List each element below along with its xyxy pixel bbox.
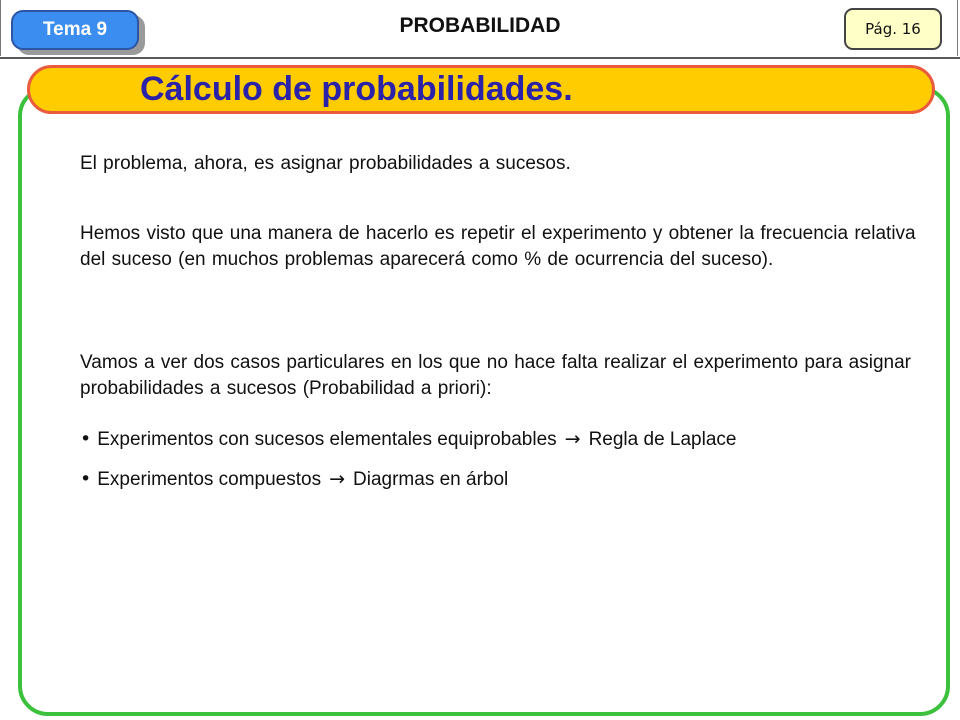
tema-label: Tema 9: [42, 19, 108, 40]
bullet-item-compound: [80, 466, 508, 493]
bullet-text: Experimentos compuestos: [97, 469, 322, 490]
bullet-dot-icon: •: [80, 428, 92, 450]
paragraph-priori: Vamos a ver dos casos particulares en los que no hace falta realizar el experimento para asignar probabilidades a sucesos (Probabilidad a priori):: [80, 352, 911, 399]
right-arrow-icon: →: [329, 468, 346, 490]
bullet-target: Regla de Laplace: [588, 429, 737, 450]
paragraph-frequency: Hemos visto que una manera de hacerlo es repetir el experimento y obtener la frecuencia relativa del suceso (en muchos problemas aparecerá como % de ocurrencia del suceso).: [80, 223, 916, 270]
bullet-target: Diagrmas en árbol: [353, 469, 509, 490]
subject-title: PROBABILIDAD: [399, 14, 561, 37]
paragraph-intro: El problema, ahora, es asignar probabilidades a sucesos.: [80, 153, 571, 174]
page-number-badge: [844, 8, 942, 50]
slide-title: Cálculo de probabilidades.: [140, 70, 573, 108]
title-banner: [27, 65, 935, 114]
bullet-dot-icon: •: [80, 468, 92, 490]
bullet-text: Experimentos con sucesos elementales equiprobables: [97, 429, 557, 450]
bullet-item-laplace: [80, 426, 736, 453]
right-arrow-icon: →: [564, 428, 581, 450]
page-number-label: Pág. 16: [865, 20, 921, 38]
